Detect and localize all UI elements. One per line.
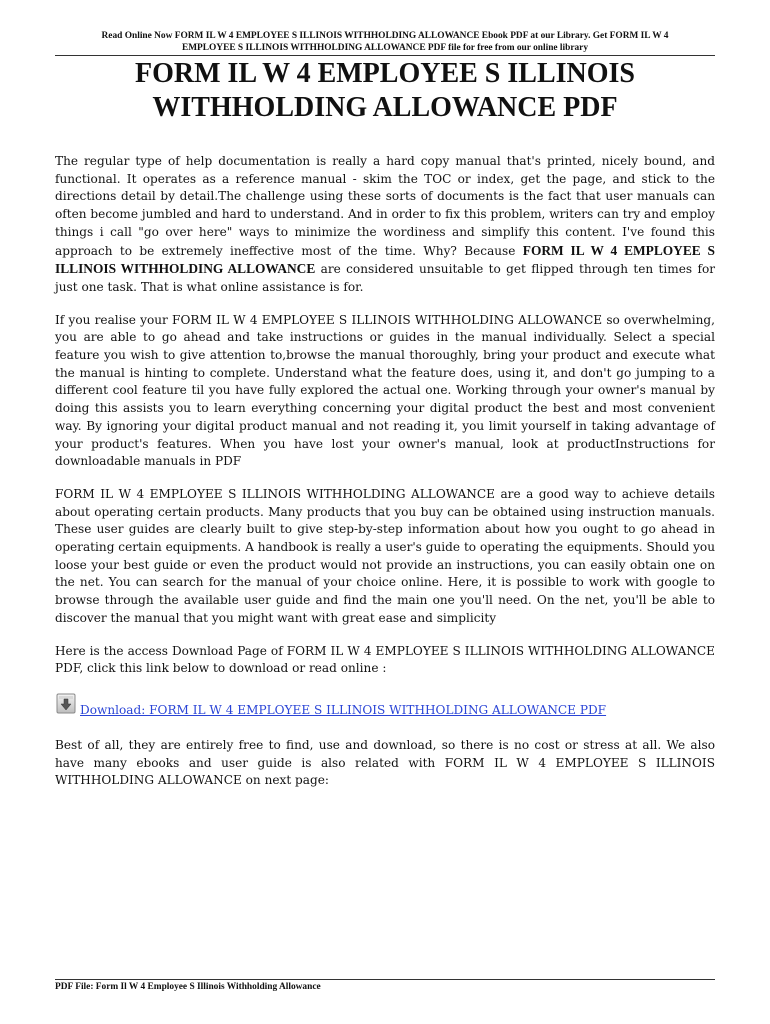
paragraph-2: If you realise your FORM IL W 4 EMPLOYEE S ILLINOIS WITHHOLDING ALLOWANCE so overwhelming, you are able to go ahead and take instructions or guides in the manual individually. Select a special feature you wish to give attention to,browse the manual thoroughly, bring your product and execute what the manual is hinting to complete. Understand what the feature does, using it, and don't go jumping to a different cool feature til you have fully explored the actual one. Working through your owner's manual by doing this assists you to learn everything concerning your digital product the best and most convenient way. By ignoring your digital product manual and not reading it, you limit yourself in taking advantage of your product's features. When you have lost your owner's manual, look at productInstructions for downloadable manuals in PDF [55, 312, 715, 469]
paragraph-1-end: are considered unsuitable to get flipped through ten times for just one task. That is what online assistance is for. [55, 262, 716, 294]
footer-divider [55, 979, 715, 980]
paragraph-5: Best of all, they are entirely free to find, use and download, so there is no cost or stress at all. We also have many ebooks and user guide is also related with FORM IL W 4 EMPLOYEE S ILLINOIS WITHHOLDING ALLOWANCE on next page: [55, 737, 715, 788]
header-line-2: EMPLOYEE S ILLINOIS WITHHOLDING ALLOWANCE PDF file for free from our online library [181, 43, 589, 53]
download-row [55, 693, 715, 725]
download-link[interactable]: Download: FORM IL W 4 EMPLOYEE S ILLINOIS WITHHOLDING ALLOWANCE PDF [80, 702, 607, 717]
paragraph-1 [55, 153, 715, 297]
document-title [55, 57, 715, 125]
page-footer: PDF File: Form Il W 4 Employee S Illinois Withholding Allowance [55, 982, 321, 992]
page-header [55, 30, 715, 54]
paragraph-1-bold: FORM IL W 4 EMPLOYEE S ILLINOIS WITHHOLDING ALLOWANCE [55, 242, 715, 277]
paragraph-1-start: The regular type of help documentation is really a hard copy manual that's printed, nicely bound, and functional. It operates as a reference manual - skim the TOC or index, get the page, and stick to the directions detail by detail.The challenge using these sorts of documents is the fact that user manuals can often become jumbled and hard to understand. And in order to fix this problem, writers can try and employ things i call "go over here" ways to minimize the wordiness and simplify this content. I've found this approach to be extremely ineffective most of the time. Why? Because [55, 154, 715, 258]
header-line-1: Read Online Now FORM IL W 4 EMPLOYEE S ILLINOIS WITHHOLDING ALLOWANCE Ebook PDF at our Library. Get FORM IL W 4 [101, 31, 669, 41]
paragraph-3: FORM IL W 4 EMPLOYEE S ILLINOIS WITHHOLDING ALLOWANCE are a good way to achieve details about operating certain products. Many products that you buy can be obtained using instruction manuals. These user guides are clearly built to give step-by-step information about how you ought to go ahead in operating certain equipments. A handbook is really a user's guide to operating the equipments. Should you loose your best guide or even the product would not provide an instructions, you can easily obtain one on the net. You can search for the manual of your choice online. Here, it is possible to work with google to browse through the available user guide and find the main one you'll need. On the net, you'll be able to discover the manual that you might want with great ease and simplicity [55, 486, 715, 625]
title-line-1: FORM IL W 4 EMPLOYEE S ILLINOIS [135, 58, 635, 89]
title-line-2: WITHHOLDING ALLOWANCE PDF [152, 92, 618, 123]
header-divider [55, 55, 715, 56]
document-body [55, 153, 715, 805]
paragraph-4: Here is the access Download Page of FORM IL W 4 EMPLOYEE S ILLINOIS WITHHOLDING ALLOWANCE PDF, click this link below to download or read online : [55, 643, 715, 676]
download-icon[interactable] [56, 693, 76, 714]
